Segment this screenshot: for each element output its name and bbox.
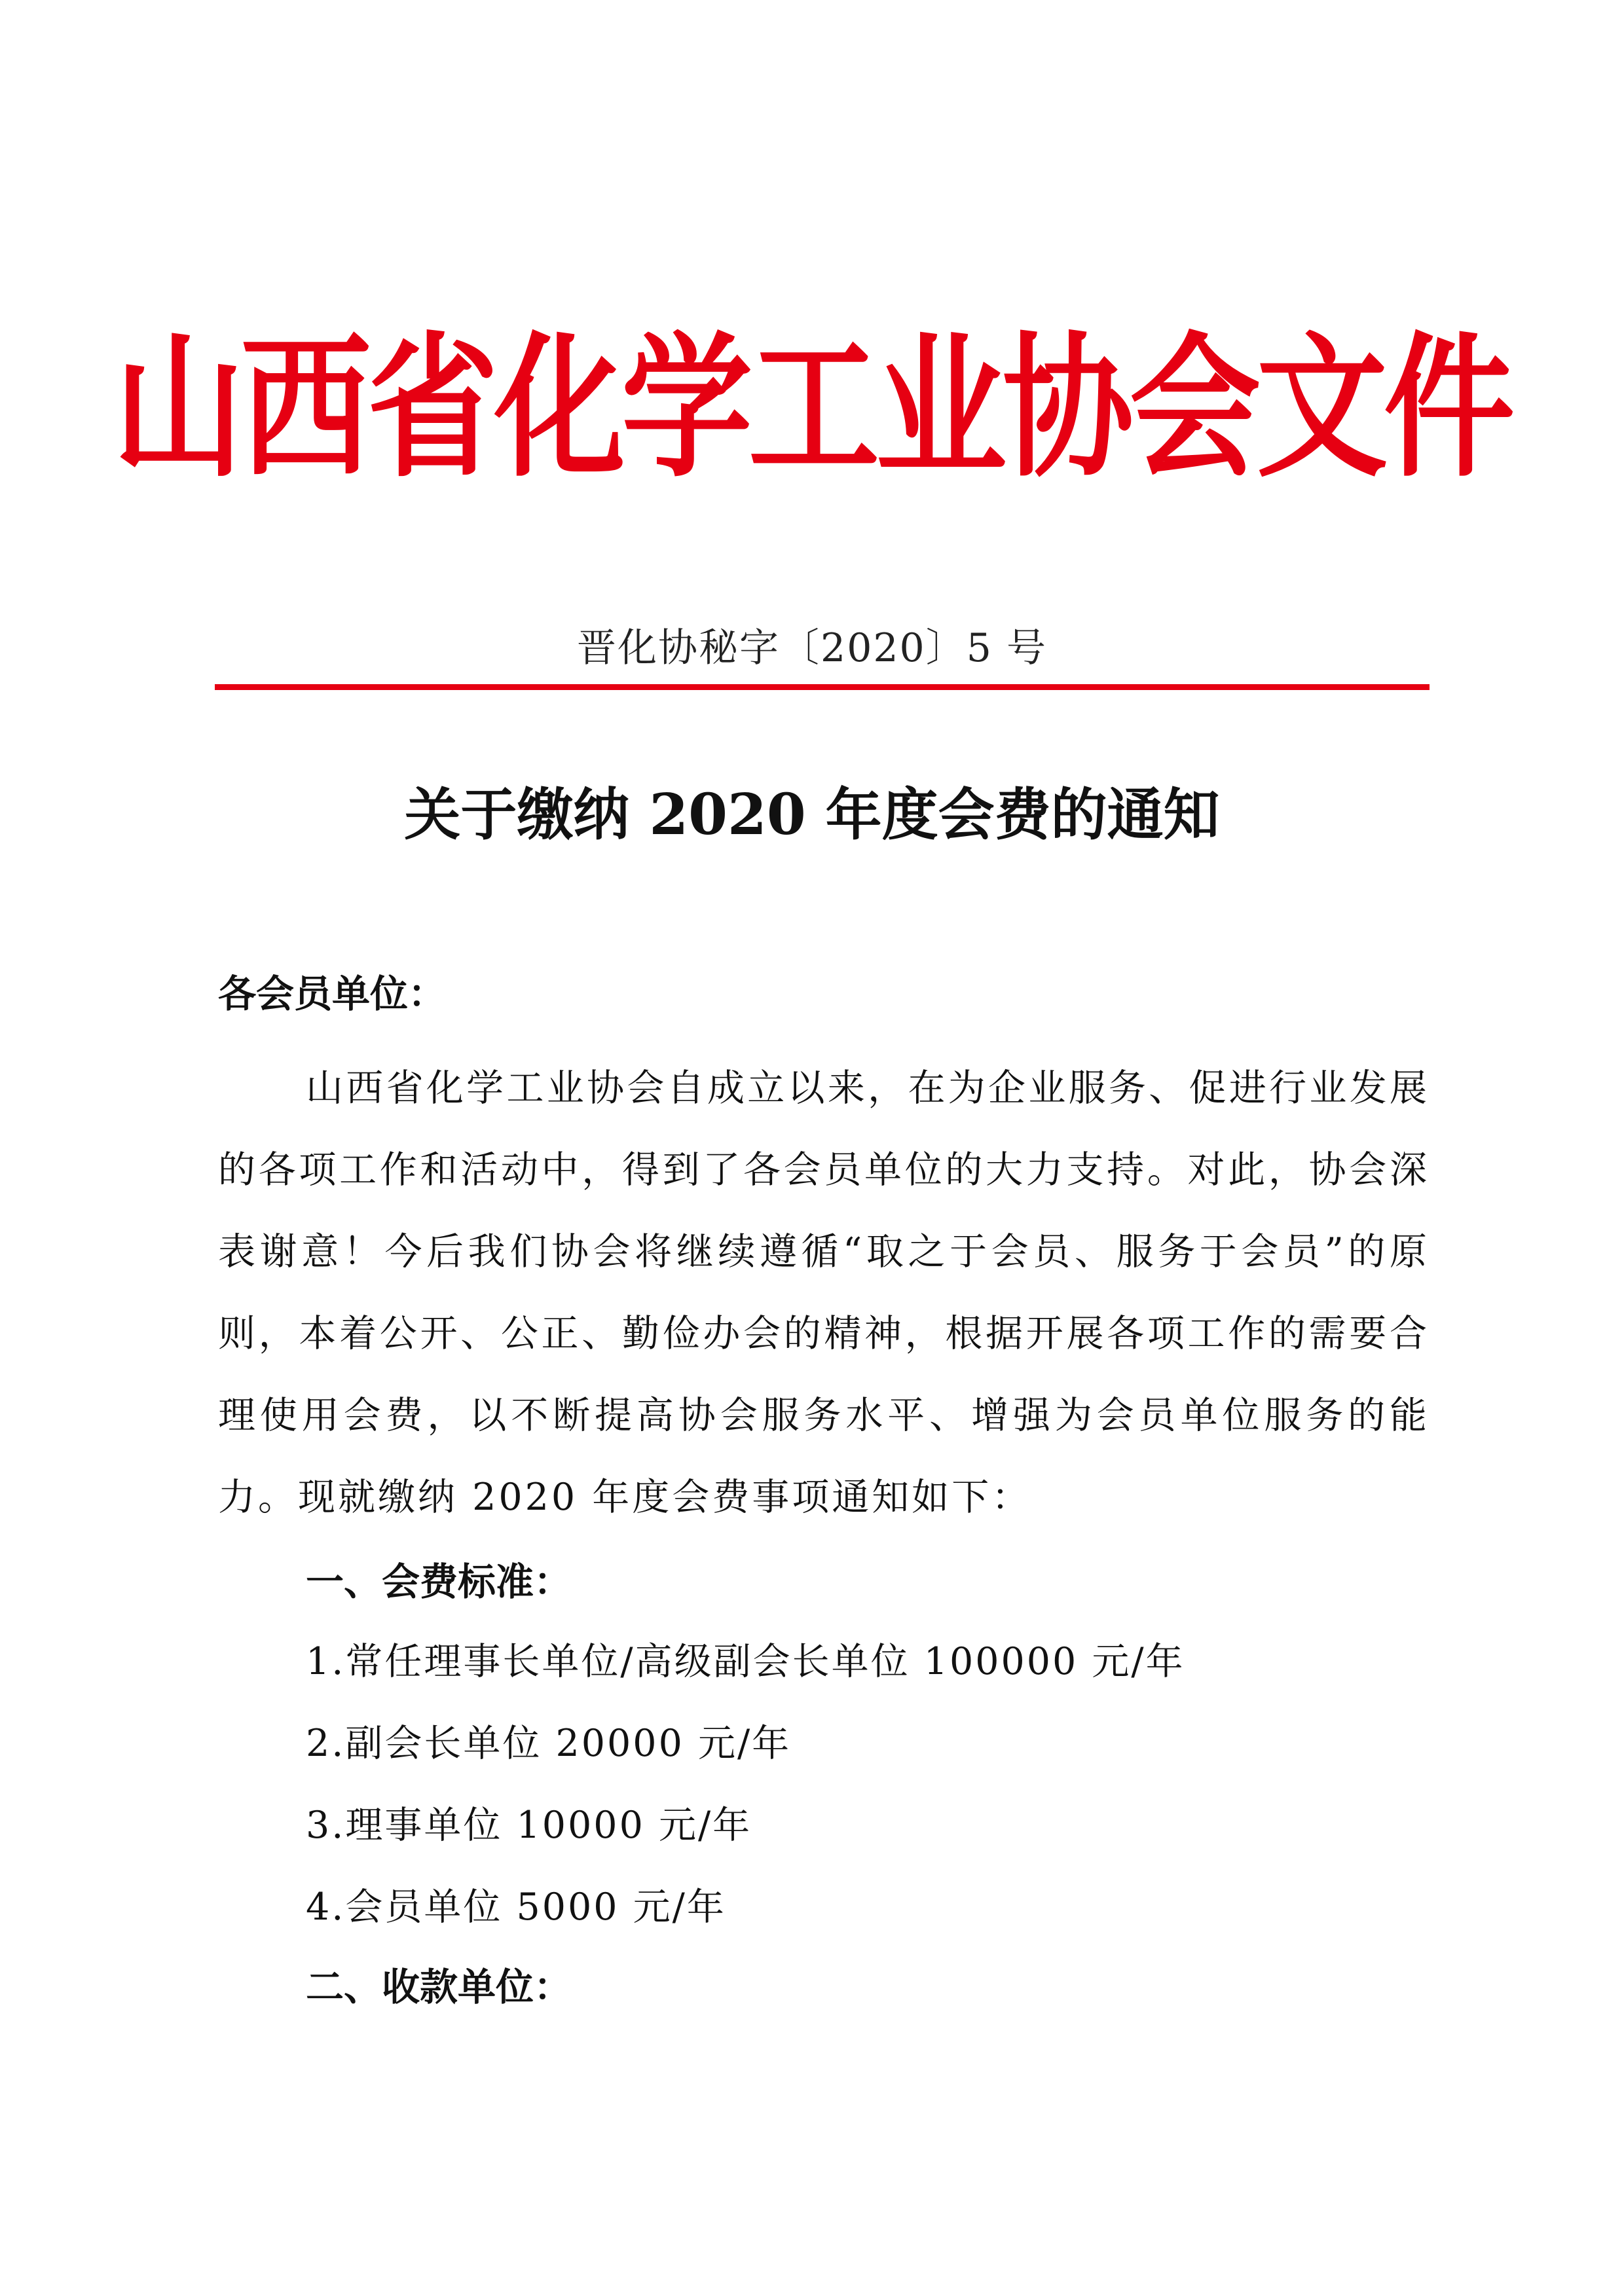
masthead-title: 山西省化学工业协会文件 bbox=[113, 317, 1511, 499]
notice-title: 关于缴纳 2020 年度会费的通知 bbox=[404, 782, 1220, 848]
fee-item: 3.理事单位 10000 元/年 bbox=[306, 1804, 752, 1847]
section-heading-fee-standard: 一、会费标准： bbox=[306, 1559, 572, 1604]
section-heading-payee: 二、收款单位： bbox=[306, 1965, 572, 2009]
salutation: 各会员单位： bbox=[218, 972, 447, 1016]
document-number: 晋化协秘字〔2020〕5 号 bbox=[577, 625, 1047, 671]
fee-item: 1.常任理事长单位/高级副会长单位 100000 元/年 bbox=[306, 1640, 1185, 1683]
fee-item: 2.副会长单位 20000 元/年 bbox=[306, 1722, 792, 1765]
fee-item: 4.会员单位 5000 元/年 bbox=[306, 1886, 726, 1929]
body-paragraph: 山西省化学工业协会自成立以来，在为企业服务、促进行业发展的各项工作和活动中，得到了各会员单位的大力支持。对此，协会深表谢意！今后我们协会将继续遵循“取之于会员、服务于会员”的原则，本着公开、公正、勤俭办会的精神，根据开展各项工作的需要合理使用会费，以不断提高协会服务水平、增强为会员单位服务的能力。现就缴纳 2020 年度会费事项通知如下： bbox=[218, 1066, 1430, 1519]
red-divider-line bbox=[215, 684, 1430, 690]
